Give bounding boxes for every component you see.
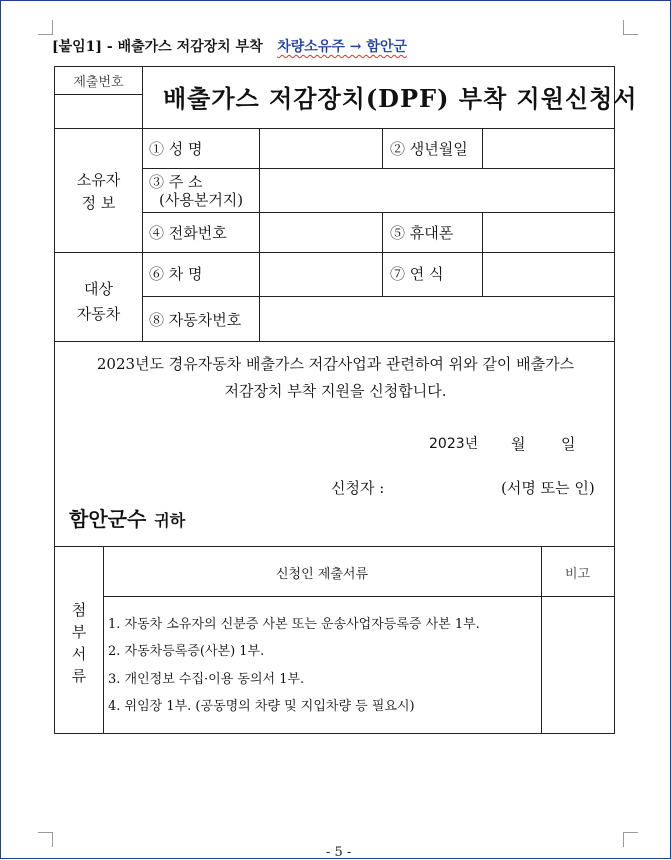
owner-section-label-2: 정 보	[81, 194, 116, 212]
rule	[142, 212, 614, 213]
submission-number-label: 제출번호	[73, 75, 124, 90]
rule	[382, 252, 383, 296]
date-year: 2023년	[429, 436, 479, 452]
rule	[259, 252, 260, 296]
rule	[259, 212, 260, 252]
crop-mark-top-left	[38, 20, 53, 35]
recipient-honorific: 귀하	[154, 511, 186, 530]
rule	[482, 128, 483, 168]
vehicle-section-label-2: 자동차	[76, 305, 121, 323]
remark-header: 비고	[564, 567, 591, 582]
rule	[259, 296, 260, 341]
attachment-item: 4. 위임장 1부. (공동명의 차량 및 지입차량 등 필요시)	[108, 699, 415, 714]
header-label: [붙임1]	[52, 39, 103, 55]
attachments-side-char: 류	[71, 667, 87, 685]
rule	[482, 252, 483, 296]
recipient-name: 함안군수	[69, 507, 147, 531]
rule	[55, 252, 614, 253]
header-destination: 차량소유주 → 함안군	[277, 39, 407, 55]
rule	[259, 168, 260, 212]
rule	[55, 128, 614, 129]
signature-note: (서명 또는 인)	[501, 479, 595, 497]
statement-line-2: 저감장치 부착 지원을 신청합니다.	[224, 382, 447, 400]
birth-field-label: ② 생년월일	[390, 140, 468, 158]
page-number: - 5 -	[326, 845, 352, 860]
rule	[382, 128, 383, 168]
vehicle-section-label-1: 대상	[84, 280, 113, 298]
application-form	[54, 66, 638, 734]
rule	[142, 67, 143, 341]
date-month: 월	[511, 435, 526, 453]
car-number-field-label: ⑧ 자동차번호	[149, 311, 242, 329]
name-field-label: ① 성 명	[149, 140, 203, 158]
attachments-header: 신청인 제출서류	[275, 567, 369, 582]
attachments-side-char: 서	[71, 645, 87, 663]
address-sub-label: (사용본거지)	[159, 191, 244, 209]
header-subject: 배출가스 저감장치 부착	[117, 39, 263, 55]
mobile-field-label: ⑤ 휴대폰	[390, 224, 454, 242]
attachment-item: 1. 자동차 소유자의 신분증 사본 또는 운송사업자등록증 사본 1부.	[108, 617, 480, 632]
rule	[103, 596, 614, 597]
rule	[55, 341, 614, 342]
attachments-side-char: 부	[71, 623, 87, 641]
attachment-header	[52, 36, 407, 56]
header-dash: -	[106, 39, 113, 55]
rule	[482, 212, 483, 252]
recipient	[69, 503, 185, 532]
statement-line-1: 2023년도 경유자동차 배출가스 저감사업과 관련하여 위와 같이 배출가스	[96, 355, 575, 373]
phone-field-label: ④ 전화번호	[149, 224, 227, 242]
attachment-item: 2. 자동차등록증(사본) 1부.	[108, 644, 265, 659]
rule	[142, 168, 614, 169]
rule	[142, 296, 614, 297]
address-field-label: ③ 주 소	[149, 173, 203, 191]
rule	[259, 128, 260, 168]
attachments-side-char: 첨	[71, 601, 87, 619]
crop-mark-bottom-right	[623, 832, 638, 847]
rule	[55, 94, 142, 95]
attachments-side-label	[55, 599, 103, 687]
form-title: 배출가스 저감장치(DPF) 부착 지원신청서	[163, 84, 638, 113]
attachment-item: 3. 개인정보 수집·이용 동의서 1부.	[108, 672, 305, 687]
rule	[382, 212, 383, 252]
owner-section-label-1: 소유자	[76, 171, 121, 189]
crop-mark-top-right	[623, 20, 638, 35]
applicant-label: 신청자 :	[331, 479, 385, 497]
car-name-field-label: ⑥ 차 명	[149, 265, 203, 283]
date-day: 일	[561, 435, 576, 453]
crop-mark-bottom-left	[38, 832, 53, 847]
model-year-field-label: ⑦ 연 식	[390, 265, 444, 283]
rule	[55, 546, 614, 547]
